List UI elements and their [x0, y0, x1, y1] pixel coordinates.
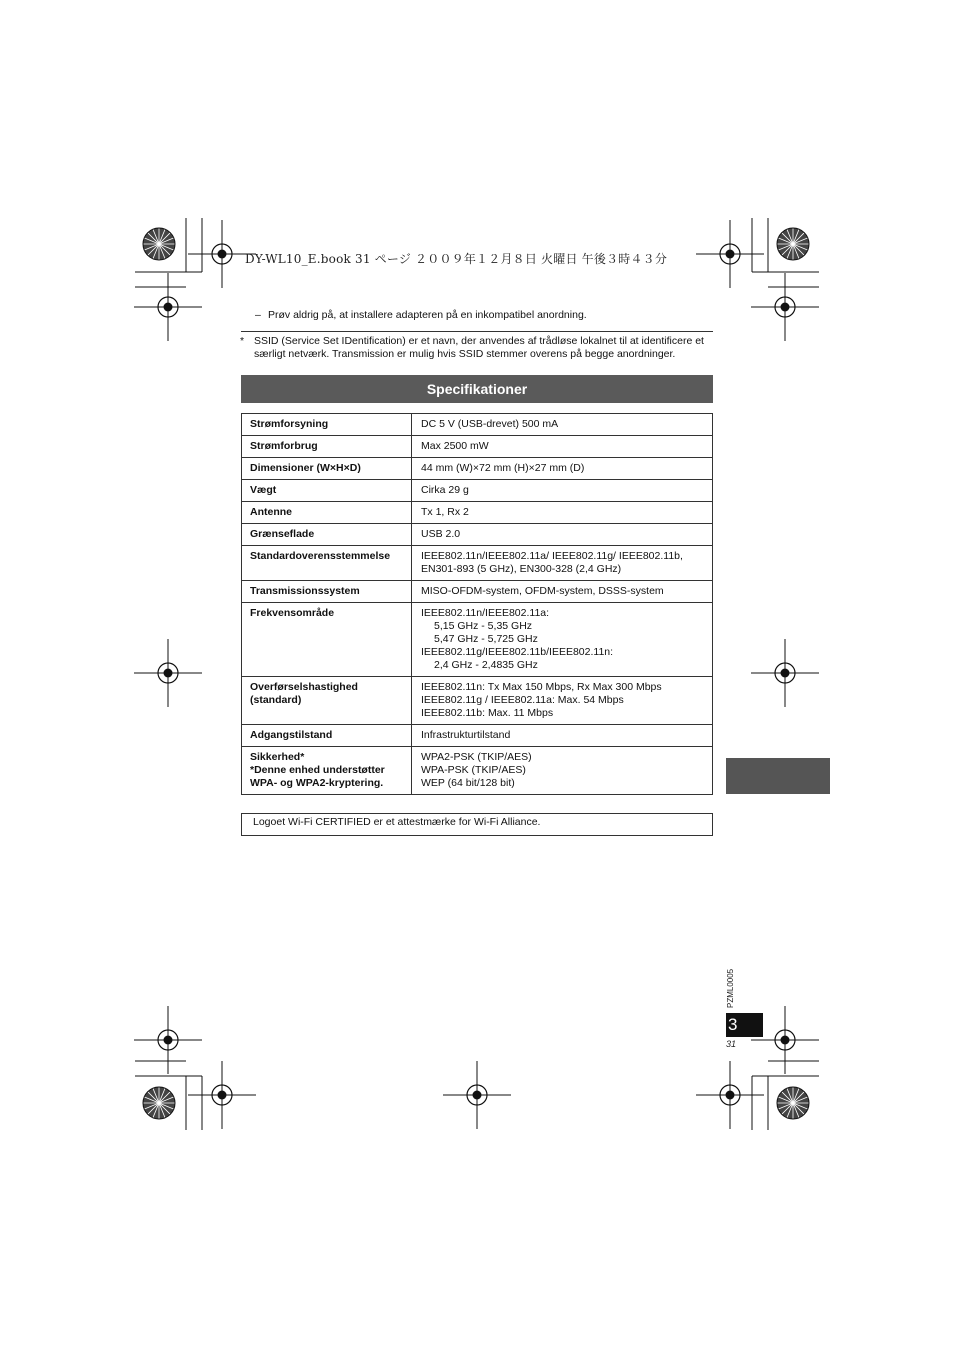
spec-value-line: DC 5 V (USB-drevet) 500 mA	[421, 418, 559, 430]
spec-value	[412, 546, 713, 581]
spec-value-line: WPA-PSK (TKIP/AES)	[421, 764, 526, 776]
spec-label	[242, 436, 412, 458]
spec-value	[412, 480, 713, 502]
spec-value-line: WEP (64 bit/128 bit)	[421, 777, 515, 789]
spec-value-line: IEEE802.11n: Tx Max 150 Mbps, Rx Max 300 Mbps	[421, 681, 662, 693]
specifications-body	[242, 414, 713, 795]
spec-value-line: MISO-OFDM-system, OFDM-system, DSSS-system	[421, 585, 664, 597]
spec-label	[242, 502, 412, 524]
specifications-table	[241, 413, 713, 795]
spec-value-line: IEEE802.11g/IEEE802.11b/IEEE802.11n:	[421, 646, 614, 658]
spec-label-line: Antenne	[250, 506, 292, 518]
spec-label	[242, 747, 412, 795]
spec-value	[412, 458, 713, 480]
spec-label-line: Grænseflade	[250, 528, 315, 540]
spec-value-line: Tx 1, Rx 2	[421, 506, 469, 518]
spec-label	[242, 677, 412, 725]
spec-value	[412, 581, 713, 603]
document-code: PZML0005	[726, 968, 735, 1008]
wifi-logo-note	[241, 813, 713, 836]
spec-label-line: *Denne enhed understøtter	[250, 764, 385, 776]
spec-value-line: 5,15 GHz - 5,35 GHz	[434, 620, 533, 632]
spec-label	[242, 480, 412, 502]
spec-label-line: Strømforbrug	[250, 440, 318, 452]
spec-value	[412, 725, 713, 747]
spec-value-line: 2,4 GHz - 2,4835 GHz	[434, 659, 538, 671]
spec-value	[412, 436, 713, 458]
spec-label-line: Adgangstilstand	[250, 729, 333, 741]
spec-label-line: Standardoverensstemmelse	[250, 550, 391, 562]
footnote-rule	[241, 331, 713, 332]
spec-label-line: Dimensioner (W×H×D)	[250, 462, 361, 474]
spec-value	[412, 747, 713, 795]
spec-label	[242, 524, 412, 546]
spec-label	[242, 581, 412, 603]
spec-row	[242, 414, 713, 436]
footnote-text: SSID (Service Set IDentification) er et navn, der anvendes af trådløse lokalnet til at identificere et særligt netværk. Transmission er mulig hvis SSID stemmer overens på begge anordninger.	[254, 335, 704, 360]
spec-label	[242, 725, 412, 747]
page-number: 31	[726, 1039, 737, 1049]
spec-value-line: IEEE802.11b: Max. 11 Mbps	[421, 707, 554, 719]
spec-value-line: USB 2.0	[421, 528, 461, 540]
spec-row	[242, 581, 713, 603]
spec-value	[412, 524, 713, 546]
spec-label-line: (standard)	[250, 694, 302, 706]
spec-row	[242, 603, 713, 677]
spec-value-line: IEEE802.11n/IEEE802.11a/ IEEE802.11g/ IEEE802.11b,	[421, 550, 683, 562]
spec-row	[242, 747, 713, 795]
spec-row	[242, 677, 713, 725]
spec-value	[412, 603, 713, 677]
page-box-number: 3	[728, 1015, 738, 1034]
spec-label-line: Vægt	[250, 484, 277, 496]
spec-label-line: Sikkerhed*	[250, 751, 305, 763]
spec-value-line: EN301-893 (5 GHz), EN300-328 (2,4 GHz)	[421, 563, 622, 575]
spec-value	[412, 502, 713, 524]
wifi-logo-note-text: Logoet Wi-Fi CERTIFIED er et attestmærke for Wi-Fi Alliance.	[253, 816, 541, 828]
spec-value-line: 44 mm (W)×72 mm (H)×27 mm (D)	[421, 462, 585, 474]
spec-row	[242, 546, 713, 581]
warning-text: Prøv aldrig på, at installere adapteren på en inkompatibel anordning.	[268, 309, 587, 321]
language-side-tab	[726, 758, 830, 794]
spec-label-line: WPA- og WPA2-kryptering.	[250, 777, 384, 789]
spec-value	[412, 677, 713, 725]
spec-label-line: Strømforsyning	[250, 418, 329, 430]
print-header-line: DY-WL10_E.book 31 ページ ２００９年１２月８日 火曜日 午後３時４３分	[245, 252, 668, 266]
spec-value-line: 5,47 GHz - 5,725 GHz	[434, 633, 538, 645]
spec-row	[242, 480, 713, 502]
spec-value-line: IEEE802.11g / IEEE802.11a: Max. 54 Mbps	[421, 694, 624, 706]
page-box	[726, 1013, 763, 1037]
spec-row	[242, 502, 713, 524]
spec-label-line: Frekvensområde	[250, 607, 335, 619]
spec-row	[242, 725, 713, 747]
spec-value	[412, 414, 713, 436]
spec-label	[242, 414, 412, 436]
spec-label-line: Transmissionssystem	[250, 585, 360, 597]
spec-label	[242, 546, 412, 581]
spec-row	[242, 458, 713, 480]
spec-value-line: WPA2-PSK (TKIP/AES)	[421, 751, 532, 763]
spec-row	[242, 524, 713, 546]
footnote-marker: *	[240, 335, 245, 347]
spec-row	[242, 436, 713, 458]
spec-label	[242, 603, 412, 677]
spec-label-line: Overførselshastighed	[250, 681, 358, 693]
spec-value-line: Max 2500 mW	[421, 440, 489, 452]
spec-label	[242, 458, 412, 480]
section-title: Specifikationer	[241, 375, 713, 403]
spec-value-line: Infrastrukturtilstand	[421, 729, 511, 741]
spec-value-line: Cirka 29 g	[421, 484, 469, 496]
warning-dash: –	[255, 309, 261, 321]
spec-value-line: IEEE802.11n/IEEE802.11a:	[421, 607, 550, 619]
